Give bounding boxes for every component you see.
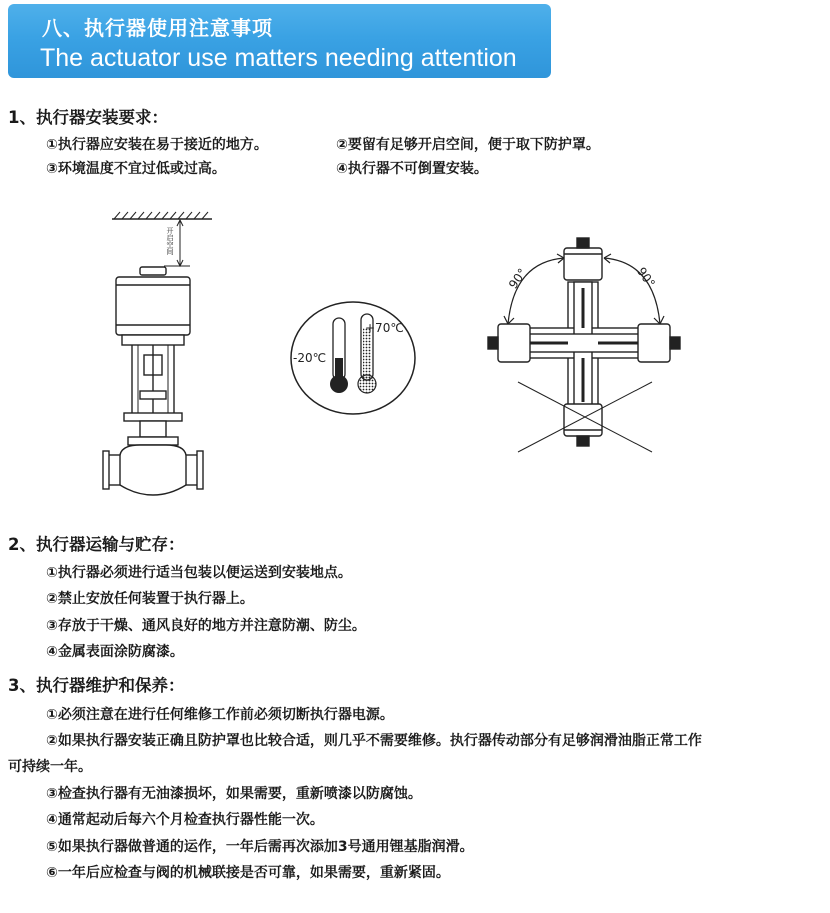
valve-actuator-figure [100,205,230,500]
section3-item-4: ④通常起动后每六个月检查执行器性能一次。 [46,812,324,828]
section3-item-2-cont: 可持续一年。 [8,759,92,775]
section3-item-1: ①必须注意在进行任何维修工作前必须切断执行器电源。 [46,707,394,723]
banner-title-en: The actuator use matters needing attention [40,44,517,72]
section2-item-4: ④金属表面涂防腐漆。 [46,644,184,660]
temperature-figure [287,298,419,418]
mounting-orientation-figure [484,232,684,457]
section2-item-3: ③存放于干燥、通风良好的地方并注意防潮、防尘。 [46,618,366,634]
section3-item-3: ③检查执行器有无油漆损坏，如果需要，重新喷漆以防腐蚀。 [46,786,422,802]
section-banner [8,4,551,78]
section3-item-2: ②如果执行器安装正确且防护罩也比较合适，则几乎不需要维修。执行器传动部分有足够润滑油脂正常工作 [46,733,702,749]
section2-heading: 2、执行器运输与贮存： [8,535,185,554]
section3-item-6: ⑥一年后应检查与阀的机械联接是否可靠，如果需要，重新紧固。 [46,865,450,881]
temp-low-label: -20℃ [293,351,327,365]
angle-right-label: 90° [634,264,658,291]
section1-item-1: ①执行器应安装在易于接近的地方。 [46,137,268,153]
section1-item-2: ②要留有足够开启空间，便于取下防护罩。 [336,137,600,153]
section3-heading: 3、执行器维护和保养： [8,676,185,695]
section2-item-1: ①执行器必须进行适当包装以便运送到安装地点。 [46,565,352,581]
banner-title-zh: 八、执行器使用注意事项 [42,16,273,40]
open-space-label: 开启空间 [166,227,174,255]
section1-heading: 1、执行器安装要求： [8,108,168,127]
section3-item-5: ⑤如果执行器做普通的运作，一年后需再次添加3号通用锂基脂润滑。 [46,839,474,855]
temp-high-label: +70℃ [365,321,404,335]
section1-item-3: ③环境温度不宜过低或过高。 [46,161,226,177]
angle-left-label: 90° [505,265,530,292]
section1-item-4: ④执行器不可倒置安装。 [336,161,488,177]
section2-item-2: ②禁止安放任何装置于执行器上。 [46,591,254,607]
